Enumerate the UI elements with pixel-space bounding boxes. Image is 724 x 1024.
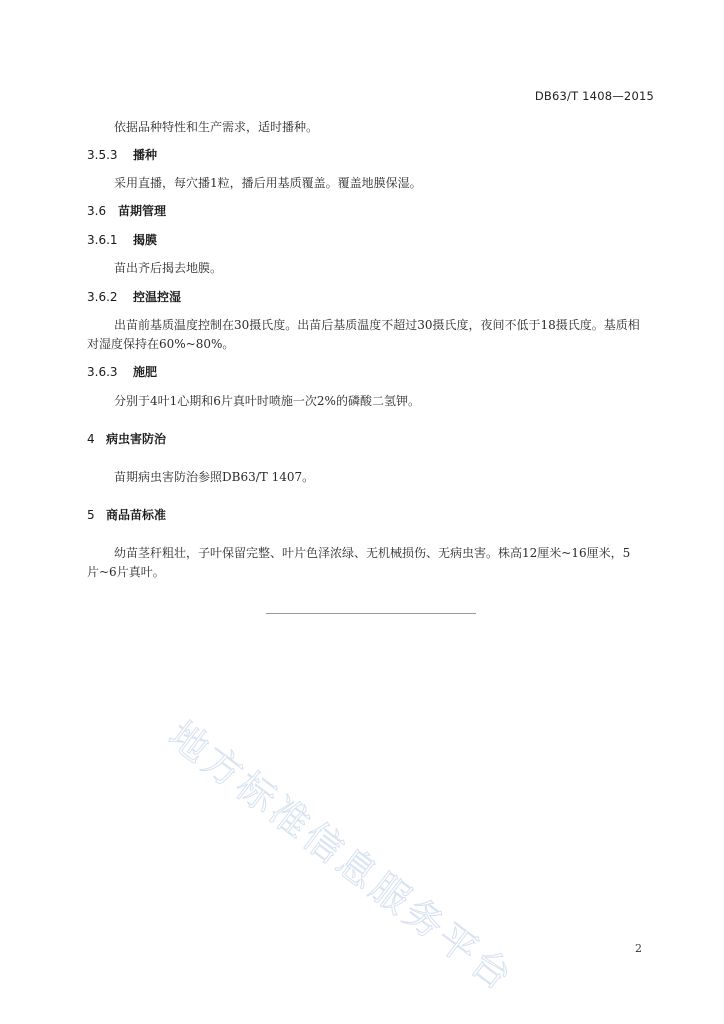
watermark-text: 地方标准信息服务平台: [160, 712, 523, 1001]
section-title: 控温控湿: [133, 290, 182, 304]
paragraph-seedling-standard-line-2: 片~6片真叶。: [87, 565, 165, 579]
section-3-6-1-heading: [87, 233, 157, 247]
section-number: 3.6: [87, 204, 107, 218]
page-number: 2: [635, 942, 642, 955]
section-number: 4: [87, 432, 95, 446]
section-3-6-2-heading: [87, 290, 181, 304]
section-4-heading: [87, 432, 166, 446]
end-of-document-rule: [266, 613, 476, 614]
section-number: 5: [87, 508, 95, 522]
section-number: 3.6.2: [87, 290, 118, 304]
section-title: 播种: [133, 148, 158, 162]
paragraph-temperature-line-1: 出苗前基质温度控制在30摄氏度。出苗后基质温度不超过30摄氏度，夜间不低于18摄氏度。基质相: [114, 318, 640, 332]
paragraph-seedling-standard-line-1: 幼苗茎秆粗壮，子叶保留完整、叶片色泽浓绿、无机械损伤、无病虫害。株高12厘米~16厘米，5: [114, 546, 631, 560]
section-3-6-heading: [87, 204, 166, 218]
paragraph-film-removal: 苗出齐后揭去地膜。: [114, 261, 223, 275]
section-title: 揭膜: [133, 233, 158, 247]
section-number: 3.6.3: [87, 365, 118, 379]
paragraph-temperature-line-2: 对湿度保持在60%~80%。: [87, 337, 235, 351]
section-5-heading: [87, 508, 166, 522]
section-number: 3.6.1: [87, 233, 118, 247]
paragraph-sowing: 采用直播，每穴播1粒，播后用基质覆盖。覆盖地膜保湿。: [114, 176, 422, 190]
section-title: 病虫害防治: [106, 432, 167, 446]
paragraph-fertilizing: 分别于4叶1心期和6片真叶时喷施一次2%的磷酸二氢钾。: [114, 394, 420, 408]
paragraph-sowing-time: 依据品种特性和生产需求，适时播种。: [114, 120, 319, 134]
section-title: 商品苗标准: [106, 508, 167, 522]
document-id-header: DB63/T 1408—2015: [534, 89, 654, 103]
paragraph-pest-control: 苗期病虫害防治参照DB63/T 1407。: [114, 470, 315, 484]
section-title: 苗期管理: [118, 204, 167, 218]
section-number: 3.5.3: [87, 148, 118, 162]
section-title: 施肥: [133, 365, 158, 379]
section-3-5-3-heading: [87, 148, 157, 162]
section-3-6-3-heading: [87, 365, 157, 379]
